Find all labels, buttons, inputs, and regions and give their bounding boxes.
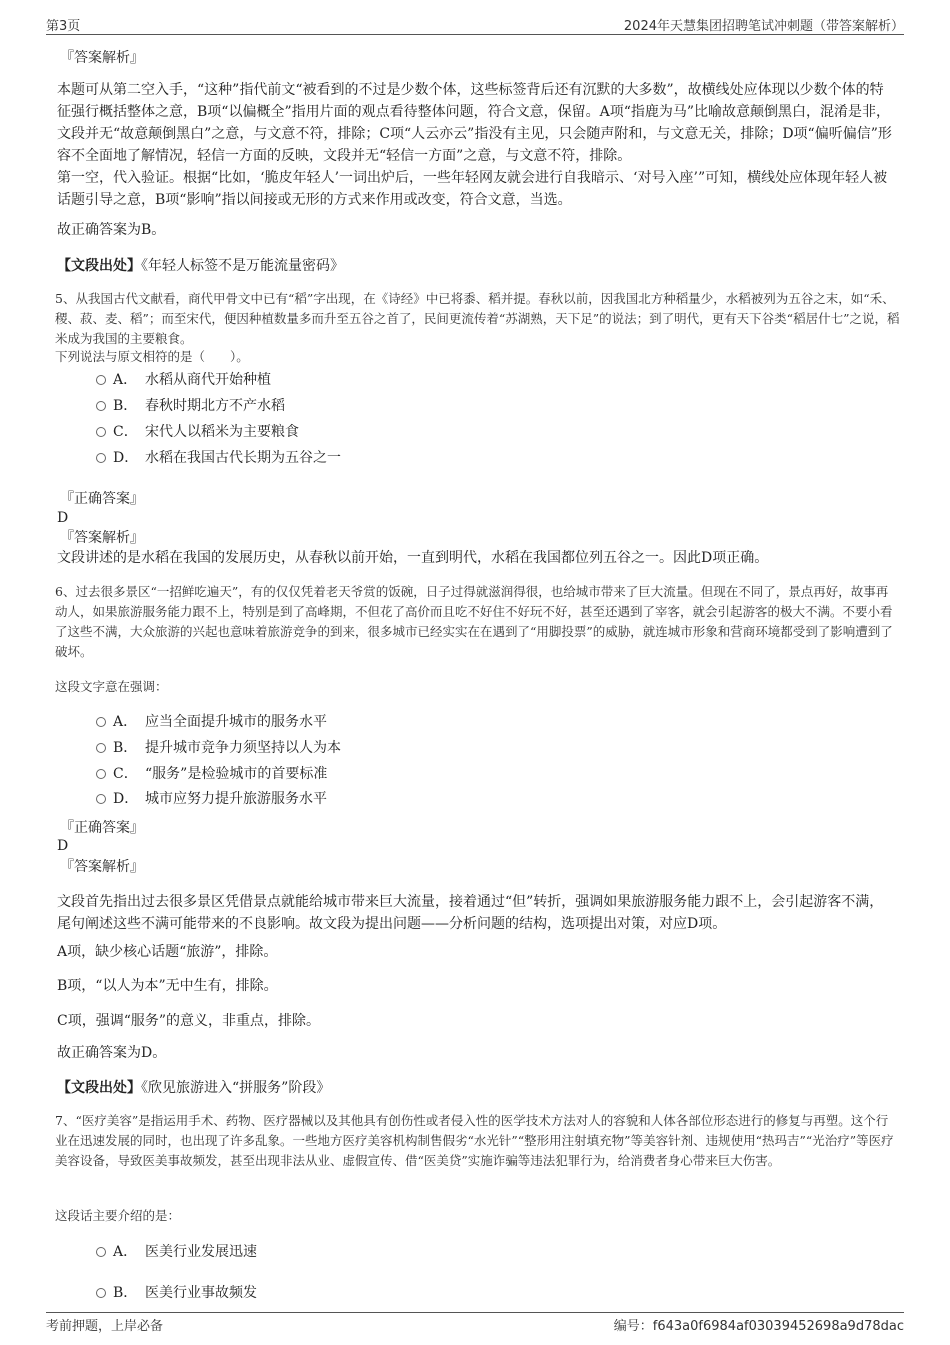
q6-source-label: 【文段出处】 [57, 1080, 141, 1096]
q5-option-b[interactable]: B． 春秋时期北方不产水稻 [96, 396, 285, 416]
q6-source [57, 1077, 330, 1097]
q5-option-c[interactable]: C． 宋代人以稻米为主要粮食 [96, 422, 299, 442]
q7-option-b[interactable]: B． 医美行业事故频发 [96, 1283, 257, 1303]
q6-correct-tag: 『正确答案』 [60, 820, 144, 836]
q7-stem: 7、“医疗美容”是指运用手术、药物、医疗器械以及其他具有创伤性或者侵入性的医学技术方法对人的容貌和人体各部位形态进行的修复与再塑。这个行业在迅速发展的同时，也出现了许多乱象。一些地方医疗美容机构制售假劣“水光针”“整形用注射填充物”等美容针剂、违规使用“热玛吉”“光治疗”等医疗美容设备，导致医美事故频发，甚至出现非法从业、虚假宣传、借“医美贷”实施诈骗等违法犯罪行为，给消费者身心带来巨大伤害。 [55, 1113, 894, 1168]
q5-correct-tag: 『正确答案』 [60, 491, 144, 507]
q6-note-a: A项，缺少核心话题“旅游”，排除。 [57, 944, 278, 960]
q6-answer: D [57, 838, 69, 854]
q6-option-a[interactable]: A． 应当全面提升城市的服务水平 [96, 712, 327, 732]
q6-conclusion: 故正确答案为D。 [57, 1045, 167, 1061]
q6-source-title: 《欣见旅游进入“拼服务”阶段》 [141, 1080, 331, 1096]
q7-option-a[interactable]: A． 医美行业发展迅速 [96, 1242, 257, 1262]
page-number: 第3页 [46, 19, 81, 34]
q5-question: 下列说法与原文相符的是（ ）。 [55, 349, 249, 364]
q5-option-d[interactable]: D． 水稻在我国古代长期为五谷之一 [96, 448, 341, 468]
radio-icon[interactable] [96, 427, 106, 437]
q4-source [57, 255, 344, 275]
q4-analysis-para1: 本题可从第二空入手，“这种”指代前文“被看到的不过是少数个体，这些标签背后还有沉默的大多数”，故横线处应体现以少数个体的特征强行概括整体之意，B项“以偏概全”指用片面的观点看待整体问题，符合文意，保留。A项“指鹿为马”比喻故意颠倒黑白，混淆是非，文段并无“故意颠倒黑白”之意，与文意不符，排除；C项“人云亦云”指没有主见，只会随声附和，与文意无关，排除；D项“偏听偏信”形容不全面地了解情况，轻信一方面的反映，文段并无“轻信一方面”之意，与文意不符，排除。 [57, 82, 892, 164]
document-code: 编号：f643a0f6984af03039452698a9d78dac [613, 1319, 904, 1334]
q6-note-c: C项，强调“服务”的意义，非重点，排除。 [57, 1013, 321, 1029]
q5-answer: D [57, 510, 69, 526]
q4-source-title: 《年轻人标签不是万能流量密码》 [141, 258, 344, 274]
q6-note-b: B项，“以人为本”无中生有，排除。 [57, 978, 278, 994]
q4-analysis-para2: 第一空，代入验证。根据“比如，‘脆皮年轻人’一词出炉后，一些年轻网友就会进行自我暗示、‘对号入座’”可知，横线处应体现年轻人被话题引导之意，B项“影响”指以间接或无形的方式来作用或改变，符合文意，当选。 [57, 170, 888, 208]
radio-icon[interactable] [96, 743, 106, 753]
q6-stem: 6、过去很多景区“一招鲜吃遍天”，有的仅仅凭着老天爷赏的饭碗，日子过得就滋润得很，也给城市带来了巨大流量。但现在不同了，景点再好，故事再动人，如果旅游服务能力跟不上，特别是到了高峰期，不但花了高价而且吃不好住不好玩不好，甚至还遇到了宰客，就会引起游客的极大不满。不要小看了这些不满，大众旅游的兴起也意味着旅游竞争的到来，很多城市已经实实在在遇到了“用脚投票”的威胁，就连城市形象和营商环境都受到了影响遭到了破坏。 [55, 584, 893, 659]
q5-analysis-tag: 『答案解析』 [60, 530, 144, 546]
q4-conclusion: 故正确答案为B。 [57, 222, 166, 238]
document-title: 2024年天慧集团招聘笔试冲刺题（带答案解析） [623, 19, 904, 34]
radio-icon[interactable] [96, 1288, 106, 1298]
page-header [46, 12, 904, 35]
q4-analysis-tag: 『答案解析』 [60, 50, 144, 66]
q6-option-d[interactable]: D． 城市应努力提升旅游服务水平 [96, 789, 327, 809]
q6-question: 这段文字意在强调： [55, 679, 168, 694]
q5-stem: 5、从我国古代文献看，商代甲骨文中已有“稻”字出现，在《诗经》中已将黍、稻并提。春秋以前，因我国北方种稻量少，水稻被列为五谷之末，如“禾、稷、菽、麦、稻”；而至宋代，便因种植数量多而升至五谷之首了，民间更流传着“苏湖熟，天下足”的说法；到了明代，更有天下谷类“稻居什七”之说，稻米成为我国的主要粮食。 [55, 291, 900, 346]
footer-slogan: 考前押题，上岸必备 [46, 1319, 164, 1334]
radio-icon[interactable] [96, 794, 106, 804]
radio-icon[interactable] [96, 769, 106, 779]
page-footer [46, 1312, 904, 1337]
radio-icon[interactable] [96, 717, 106, 727]
radio-icon[interactable] [96, 1247, 106, 1257]
q5-analysis: 文段讲述的是水稻在我国的发展历史，从春秋以前开始，一直到明代，水稻在我国都位列五谷之一。因此D项正确。 [57, 550, 769, 566]
q7-question: 这段话主要介绍的是： [55, 1208, 181, 1223]
radio-icon[interactable] [96, 401, 106, 411]
q6-option-b[interactable]: B． 提升城市竞争力须坚持以人为本 [96, 738, 341, 758]
radio-icon[interactable] [96, 375, 106, 385]
radio-icon[interactable] [96, 453, 106, 463]
q5-option-a[interactable]: A． 水稻从商代开始种植 [96, 370, 271, 390]
q6-option-c[interactable]: C． “服务”是检验城市的首要标准 [96, 764, 327, 784]
q6-analysis: 文段首先指出过去很多景区凭借景点就能给城市带来巨大流量，接着通过“但”转折，强调如果旅游服务能力跟不上，会引起游客不满，尾句阐述这些不满可能带来的不良影响。故文段为提出问题——分析问题的结构，选项提出对策，对应D项。 [57, 894, 884, 932]
q6-analysis-tag: 『答案解析』 [60, 859, 144, 875]
q4-source-label: 【文段出处】 [57, 258, 141, 274]
